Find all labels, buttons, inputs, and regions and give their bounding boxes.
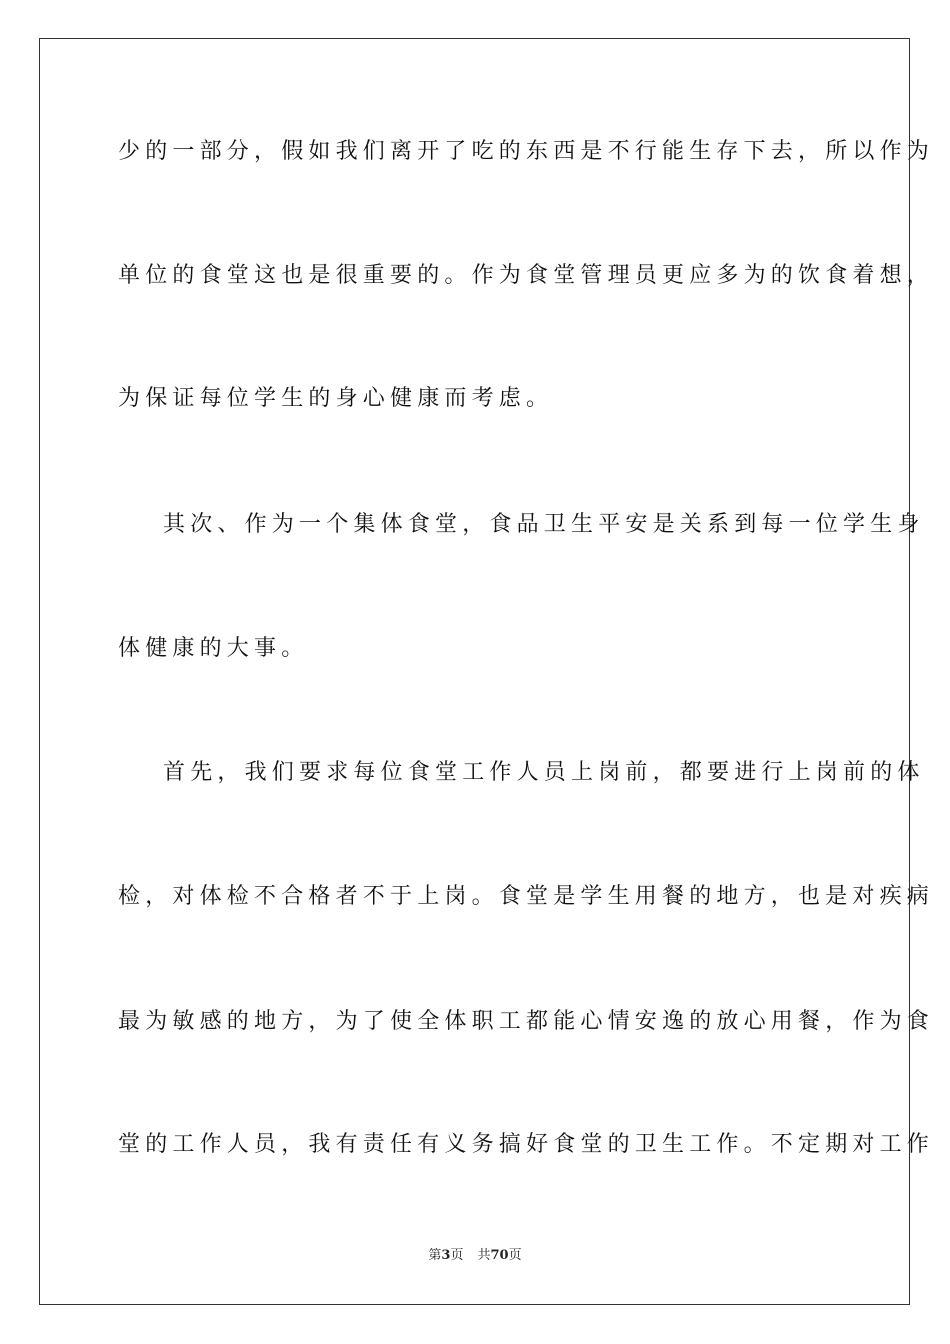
body-text-line: 检，对体检不合格者不于上岗。食堂是学生用餐的地方，也是对疾病 bbox=[118, 884, 935, 909]
body-text-line: 为保证每位学生的身心健康而考虑。 bbox=[118, 386, 554, 411]
page-prefix: 第 bbox=[428, 1248, 442, 1263]
body-text-line: 最为敏感的地方，为了使全体职工都能心情安逸的放心用餐，作为食 bbox=[118, 1009, 935, 1034]
total-prefix: 共 bbox=[477, 1248, 491, 1263]
body-text-line: 体健康的大事。 bbox=[118, 636, 309, 661]
body-text-line: 堂的工作人员，我有责任有义务搞好食堂的卫生工作。不定期对工作 bbox=[118, 1132, 935, 1157]
body-text-line: 少的一部分，假如我们离开了吃的东西是不行能生存下去，所以作为 bbox=[118, 139, 935, 164]
body-text-line: 单位的食堂这也是很重要的。作为食堂管理员更应多为的饮食着想， bbox=[118, 263, 935, 288]
page-footer bbox=[0, 1247, 950, 1265]
page-suffix: 页 bbox=[450, 1248, 464, 1263]
paragraph-first-line: 首先，我们要求每位食堂工作人员上岗前，都要进行上岗前的体 bbox=[163, 760, 925, 785]
paragraph-first-line: 其次、作为一个集体食堂，食品卫生平安是关系到每一位学生身 bbox=[163, 512, 925, 537]
page-number: 3 bbox=[441, 1248, 451, 1263]
total-pages: 70 bbox=[490, 1248, 509, 1263]
page-border bbox=[39, 38, 935, 1305]
total-suffix: 页 bbox=[508, 1248, 522, 1263]
